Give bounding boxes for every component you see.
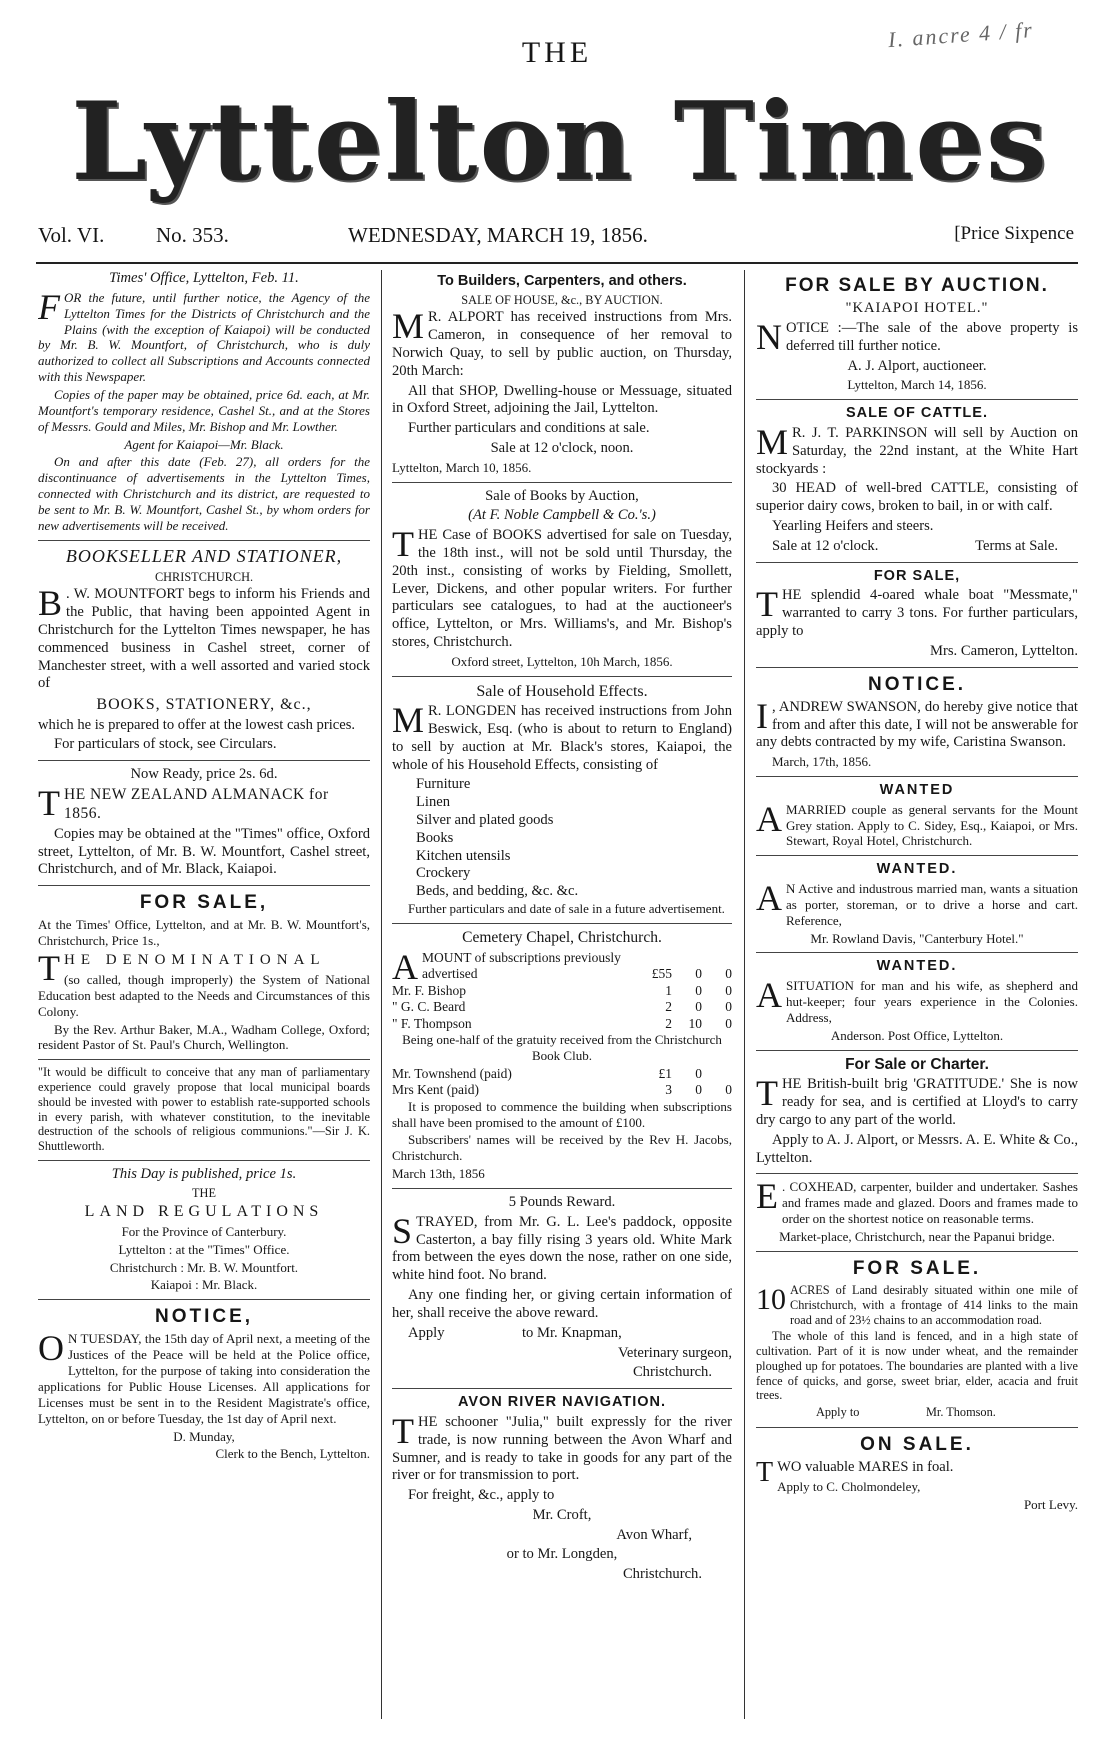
chapel-ad (392, 929, 732, 1182)
table-row (392, 950, 732, 983)
drop-cap: F (38, 286, 60, 327)
notice-sign: D. Munday, (173, 1428, 235, 1444)
drop-cap: O (38, 1328, 64, 1369)
bookseller-p1: . W. MOUNTFORT begs to inform his Friends and the Public, that having been appointed Agent in Christchurch for the Lyttelton Times newspaper, he has commenced business in Cashel street, corner of Manchester street, with a well assorted and varied stock of (38, 586, 370, 692)
price: [Price Sixpence (954, 223, 1074, 244)
wanted2-heading: WANTED. (876, 861, 958, 878)
subscriptions-table (392, 946, 732, 1032)
amount-l: 3 (665, 1082, 672, 1098)
agency-p1: OR the future, until further notice, the Agency of the Lyttelton Times for the Districts of Christchurch and the Plains (with the exception of Kaiapoi) will be conducted by Mr. B. W. Mountfort, of Christchurch, who is duly authorized to collect all Subscriptions and Accounts connected with this Newspaper. (38, 289, 370, 385)
cattle-ad (756, 405, 1078, 555)
drop-cap: M (756, 421, 789, 462)
divider (756, 1427, 1078, 1428)
divider (756, 667, 1078, 668)
land-regs-published: This Day is published, price 1s. (111, 1165, 297, 1182)
cattle-p3: Yearling Heifers and steers. (772, 517, 934, 534)
subscriber: " G. C. Beard (392, 999, 466, 1015)
divider (38, 1299, 370, 1300)
drop-cap: T (392, 524, 414, 565)
acres-p1: ACRES of Land desirably situated within one mile of Christchurch, with a frontage of 414 links to the main road and of 23½ chains to an accommodation road. (790, 1283, 1078, 1327)
strayed-apply-line (392, 1325, 732, 1343)
avon-s1: Mr. Croft, (532, 1506, 592, 1523)
cattle-p2: 30 HEAD of well-bred CATTLE, consisting of superior dairy cows, broken to bail, in or with calf. (756, 480, 1078, 515)
kaiapoi-heading: FOR SALE BY AUCTION. (785, 275, 1049, 296)
swanson-date: March, 17th, 1856. (772, 754, 872, 770)
bookseller-stock: BOOKS, STATIONERY, &c., (96, 696, 312, 714)
agency-p4: On and after this date (Feb. 27), all orders for the discontinuance of advertisements in the Lyttelton Times, connected with Christchurch and its district, are requested to be sent to Mr. B. W. Mountfort, Cashel St., by whom orders for new advertisements will be received. (38, 454, 370, 533)
almanack-ad (38, 766, 370, 879)
amount-l: 2 (665, 1015, 672, 1031)
builders-sub: SALE OF HOUSE, &c., BY AUCTION. (461, 292, 663, 307)
strayed-heading: 5 Pounds Reward. (508, 1194, 616, 1211)
bookseller-p2: which he is prepared to offer at the lowest cash prices. (38, 716, 356, 733)
wanted1-heading: WANTED (879, 781, 955, 798)
drop-cap: T (392, 1410, 414, 1451)
charter-ad (756, 1056, 1078, 1168)
acres-apply: Apply to (816, 1405, 860, 1419)
acres-heading: FOR SALE. (852, 1257, 982, 1279)
table-row (392, 999, 732, 1015)
bookseller-p3: For particulars of stock, see Circulars. (54, 736, 277, 753)
amount-d: 0 (725, 999, 732, 1015)
strayed-p1: TRAYED, from Mr. G. L. Lee's paddock, opposite Casterton, a bay filly rising 3 years old. White Mark from between the eyes down the nose, rather on one side, white hind foot. No brand. (392, 1213, 732, 1284)
builders-date: Lyttelton, March 10, 1856. (392, 459, 532, 475)
for-sale-p2: (so called, though improperly) the System of National Education best adapted to the Needs and Circumstances of this Colony. (38, 971, 370, 1019)
books-p1: HE Case of BOOKS advertised for sale on Tuesday, the 18th inst., will not be sold until Thursday, the 20th inst., consisting of works by Fielding, Smollett, Lever, Dickens, and other popular writers. For further particulars see catalogues, to had at the auctioneer's office, Lyttelton, or Mrs. Williams's, and Mr. Bishop's stores, Christchurch. (392, 527, 732, 651)
strayed-ad (392, 1194, 732, 1382)
divider (756, 399, 1078, 400)
amount-d: 0 (725, 966, 732, 982)
wanted2-sign: Mr. Rowland Davis, "Canterbury Hotel." (810, 930, 1024, 946)
builders-p2: All that SHOP, Dwelling-house or Messuage, situated in Oxford Street, adjoining the Jail, Lyttelton. (392, 382, 732, 417)
strayed-vet: Veterinary surgeon, (617, 1344, 732, 1361)
wanted-situation-ad (756, 958, 1078, 1043)
amount-s: 10 (688, 1015, 702, 1031)
drop-cap: A (756, 798, 782, 839)
avon-heading: AVON RIVER NAVIGATION. (457, 1394, 667, 1411)
mares-p2: Apply to C. Cholmondeley, (777, 1478, 921, 1494)
list-item: Furniture (416, 776, 471, 793)
household-p2: Further particulars and date of sale in a future advertisement. (408, 900, 725, 916)
swanson-notice (756, 673, 1078, 770)
coxhead-ad (756, 1176, 1078, 1244)
avon-ad (392, 1394, 732, 1584)
agency-notice (38, 270, 370, 534)
avon-s4: Christchurch. (622, 1566, 702, 1583)
divider (392, 923, 732, 924)
amount-l: 1 (665, 982, 672, 998)
list-item: Beds, and bedding, &c. &c. (416, 883, 579, 900)
charter-p1: HE British-built brig 'GRATITUDE.' She is now ready for sea, and is certified at Lloyd's to carry dry cargo to any part of the world. (756, 1076, 1078, 1128)
drop-cap: T (756, 1073, 778, 1114)
bookseller-heading: BOOKSELLER AND STATIONER, (65, 545, 343, 566)
mares-heading: ON SALE. (860, 1434, 974, 1455)
for-sale-p3: By the Rev. Arthur Baker, M.A., Wadham College, Oxford; resident Pastor of St. Paul's Church, Wellington. (38, 1021, 370, 1053)
wanted1-p1: MARRIED couple as general servants for the Mount Grey station. Apply to C. Sidey, Esq., Kaiapoi, or Mrs. Stewart, Royal Hotel, Christchurch. (786, 801, 1078, 849)
column-3 (756, 270, 1078, 1721)
avon-p1: HE schooner "Julia," built expressly for the river trade, is now running between the Avon Wharf and Sumner, and is ready to take in goods for any part of the river or for transmission to port. (392, 1413, 732, 1484)
agency-p2: Copies of the paper may be obtained, price 6d. each, at Mr. Mountfort's temporary residence, Cashel St., and at the Stores of Messrs. Gould and Miles, Mr. Bishop and Mr. Lowther. (38, 386, 370, 434)
list-item: Kitchen utensils (416, 847, 511, 864)
swanson-heading: NOTICE. (867, 673, 967, 695)
drop-cap: T (38, 948, 60, 989)
almanack-now-ready: Now Ready, price 2s. 6d. (130, 766, 278, 783)
wanted3-heading: WANTED. (876, 958, 958, 975)
drop-cap: M (392, 306, 425, 347)
household-items (392, 776, 732, 901)
chapel-date: March 13th, 1856 (392, 1166, 485, 1182)
cattle-p4b: Terms at Sale. (975, 537, 1058, 554)
subscriber: " F. Thompson (392, 1015, 472, 1031)
strayed-apply: Apply (408, 1324, 445, 1341)
for-sale-heading: FOR SALE, (139, 892, 269, 914)
wanted3-p1: SITUATION for man and his wife, as shepherd and hut-keeper; four years experience in the Colonies. Address, (786, 978, 1078, 1025)
table-row (392, 983, 732, 999)
divider (392, 482, 732, 483)
amount-l: £1 (658, 1065, 672, 1081)
divider (392, 676, 732, 677)
volume: Vol. VI. (38, 223, 105, 247)
for-sale-quote: "It would be difficult to conceive that any man of parliamentary experience could gravely propose that local municipal boards should be invested with power to establish rate-supported schools in every parish, with whatever constitution, to the inevitable destruction of the schools of religious communions."—Sir J. K. Shuttleworth. (38, 1065, 370, 1154)
agency-p3: Agent for Kaiapoi—Mr. Black. (124, 436, 284, 452)
issue-number: No. 353. (156, 223, 229, 247)
amount-l: £55 (651, 966, 672, 982)
drop-cap: T (756, 1457, 774, 1489)
charter-p2: Apply to A. J. Alport, or Messrs. A. E. White & Co., Lyttelton. (756, 1131, 1078, 1166)
cattle-heading: SALE OF CATTLE. (845, 405, 988, 422)
coxhead-p2: Market-place, Christchurch, near the Papanui bridge. (779, 1228, 1055, 1244)
divider (756, 952, 1078, 953)
masthead-title: Lyttelton Times (71, 79, 1049, 205)
divider (392, 1188, 732, 1189)
land-acres-ad (756, 1257, 1078, 1421)
amount-s: 0 (695, 966, 702, 982)
chapel-p4: Subscribers' names will be received by the Rev H. Jacobs, Christchurch. (392, 1132, 732, 1164)
kaiapoi-hotel-ad (756, 274, 1078, 393)
drop-cap: A (756, 877, 782, 918)
agency-dateline: Times' Office, Lyttelton, Feb. 11. (109, 270, 299, 286)
drop-cap: S (392, 1210, 413, 1251)
wanted-porter-ad (756, 861, 1078, 946)
acres-to: Mr. Thomson. (926, 1405, 996, 1419)
drop-cap: T (38, 783, 60, 824)
divider (38, 1160, 370, 1161)
list-item: Books (416, 829, 454, 846)
table-row (392, 1082, 732, 1098)
header-rule (36, 262, 1078, 264)
drop-cap: A (756, 975, 782, 1016)
books-sub: (At F. Noble Campbell & Co.'s.) (468, 507, 656, 524)
denominational-title: HE DENOMINATIONAL (64, 952, 326, 969)
list-item: Silver and plated goods (416, 812, 554, 828)
strayed-p2: Any one finding her, or giving certain information of her, shall receive the above reward. (392, 1287, 732, 1321)
drop-cap: M (392, 700, 425, 741)
divider (756, 562, 1078, 563)
issue-date: WEDNESDAY, MARCH 19, 1856. (348, 223, 648, 247)
divider (756, 1173, 1078, 1174)
household-p1: R. LONGDEN has received instructions from John Beswick, Esq. (who is about to return to England) to sell by auction at Mr. Black's stores, Kaiapoi, the whole of his Household Effects, consisting of (392, 703, 732, 773)
cattle-p4a: Sale at 12 o'clock. (772, 537, 879, 554)
chapel-p2: Being one-half of the gratuity received from the Christchurch Book Club. (402, 1032, 722, 1063)
amount-s: 0 (695, 1065, 702, 1081)
avon-s3: or to Mr. Longden, (506, 1546, 618, 1563)
drop-cap: B (38, 583, 63, 624)
mares-ad (756, 1433, 1078, 1513)
amount-d: 0 (725, 982, 732, 998)
table-row (392, 1066, 732, 1082)
list-item: Linen (416, 794, 451, 811)
wanted2-p1: N Active and industrous married man, wants a situation as porter, storeman, or to drive a horse and cart. Reference, (786, 880, 1078, 928)
acres-apply-line (756, 1405, 1078, 1421)
chapel-p3: It is proposed to commence the building when subscriptions shall have been promised to the amount of £100. (392, 1098, 732, 1130)
coxhead-p1: . COXHEAD, carpenter, builder and undertaker. Sashes and frames made and glazed. Doors and frames made to order on the shortest notice on reasonable terms. (782, 1179, 1078, 1227)
justices-notice (38, 1305, 370, 1462)
boat-sign: Mrs. Cameron, Lyttelton. (930, 642, 1078, 659)
column-rule-2 (744, 270, 745, 1719)
land-regulations-ad (38, 1166, 370, 1294)
almanack-title: HE NEW ZEALAND ALMANACK for 1856. (64, 786, 329, 822)
books-heading: Sale of Books by Auction, (485, 487, 639, 504)
chapel-heading: Cemetery Chapel, Christchurch. (462, 928, 662, 946)
land-regs-l2: Christchurch : Mr. B. W. Mountfort. (109, 1259, 299, 1275)
drop-cap: T (756, 584, 778, 625)
divider (38, 1059, 370, 1060)
boat-heading: FOR SALE, (873, 567, 961, 584)
notice-heading: NOTICE, (154, 1306, 254, 1328)
cattle-terms-line (756, 538, 1078, 556)
acres-p2: The whole of this land is fenced, and in a high state of cultivation. Part of it is now under wheat, and the remainder ploughed up for potatoes. The boundaries are planted with a live fence of quicks, and gorse, sweet briar, elder, acacia and fruit trees. (756, 1329, 1078, 1403)
boat-ad (756, 568, 1078, 661)
land-regs-l3: Kaiapoi : Mr. Black. (150, 1277, 258, 1293)
avon-s2: Avon Wharf, (616, 1526, 692, 1543)
mares-p1: WO valuable MARES in foal. (777, 1459, 954, 1476)
mares-place: Port Levy. (1023, 1496, 1078, 1512)
builders-heading: To Builders, Carpenters, and others. (437, 273, 687, 289)
builders-p4: Sale at 12 o'clock, noon. (490, 440, 634, 457)
subscriber: Mr. Townshend (paid) (392, 1065, 512, 1081)
amount-s: 0 (695, 1082, 702, 1098)
cattle-p1: R. J. T. PARKINSON will sell by Auction on Saturday, the 22nd instant, at the White Hart stockyards : (756, 424, 1078, 477)
table-row (392, 1016, 732, 1032)
almanack-p1: Copies may be obtained at the "Times" office, Oxford street, Lyttelton, of Mr. B. W. Mountfort, Cashel street, Christchurch, and of Mr. Black, Kaiapoi. (38, 825, 370, 878)
avon-p2: For freight, &c., apply to (408, 1487, 555, 1504)
for-sale-p1: At the Times' Office, Lyttelton, and at Mr. B. W. Mountfort's, Christchurch, Price 1s., (38, 917, 370, 949)
divider (756, 1251, 1078, 1252)
amount-l: 2 (665, 999, 672, 1015)
boat-p1: HE splendid 4-oared whale boat "Messmate," warranted to carry 3 tons. For further particulars, apply to (756, 587, 1078, 639)
dateline (38, 223, 1074, 263)
divider (756, 855, 1078, 856)
strayed-place: Christchurch. (632, 1364, 712, 1381)
amount-s: 0 (695, 982, 702, 998)
kaiapoi-date: Lyttelton, March 14, 1856. (847, 377, 987, 393)
kaiapoi-sub: "KAIAPOI HOTEL." (845, 300, 989, 317)
land-regs-for: For the Province of Canterbury. (121, 1223, 287, 1239)
handwritten-note: I. ancre 4 / fr (887, 16, 1035, 53)
drop-cap: 10 (756, 1283, 786, 1316)
land-regs-the: THE (192, 1185, 216, 1200)
drop-cap: N (756, 316, 782, 357)
divider (756, 1050, 1078, 1051)
builders-p3: Further particulars and conditions at sale. (408, 420, 650, 437)
drop-cap: A (392, 946, 418, 987)
builders-p1: R. ALPORT has received instructions from Mrs. Cameron, in consequence of her removal to Norwich Quay, to sell by public auction, on Thursday, 20th March: (392, 309, 732, 379)
land-regs-title: LAND REGULATIONS (84, 1203, 324, 1221)
divider (756, 776, 1078, 777)
divider (38, 760, 370, 761)
masthead-the: THE (521, 36, 593, 69)
divider (38, 540, 370, 541)
notice-sign2: Clerk to the Bench, Lyttelton. (215, 1446, 370, 1462)
divider (392, 1388, 732, 1389)
land-regs-l1: Lyttelton : at the "Times" Office. (118, 1241, 290, 1257)
amount-d: 0 (725, 1015, 732, 1031)
kaiapoi-p1: OTICE :—The sale of the above property is deferred till further notice. (786, 319, 1078, 354)
bookseller-ad (38, 546, 370, 755)
denominational-ad (38, 891, 370, 1153)
amount-s: 0 (695, 999, 702, 1015)
chapel-p1: MOUNT of subscriptions previously advertised (422, 949, 621, 982)
bookseller-place: CHRISTCHURCH. (154, 569, 254, 584)
strayed-to: to Mr. Knapman, (522, 1324, 622, 1341)
divider (38, 885, 370, 886)
column-2 (392, 270, 732, 1721)
subscriptions-table-2 (392, 1066, 732, 1099)
drop-cap: E (756, 1176, 778, 1217)
drop-cap: I (756, 695, 768, 736)
wanted-couple-ad (756, 782, 1078, 849)
notice-p1: N TUESDAY, the 15th day of April next, a meeting of the Justices of the Peace will be held at the Police office, Lyttelton, for the purpose of taking into consideration the applications for Public House Licenses. All applications for Licenses must be sent in to the Resident Magistrate's office, Lyttelton, on or before Tuesday, the 1st day of April next. (38, 1331, 370, 1426)
books-auction-ad (392, 488, 732, 670)
builders-ad (392, 273, 732, 476)
amount-d: 0 (725, 1082, 732, 1098)
wanted3-sign: Anderson. Post Office, Lyttelton. (830, 1027, 1004, 1043)
household-heading: Sale of Household Effects. (476, 682, 648, 700)
kaiapoi-sign: A. J. Alport, auctioneer. (847, 357, 987, 374)
column-rule-1 (381, 270, 382, 1719)
subscriber: Mrs Kent (paid) (392, 1082, 479, 1098)
amount-d (702, 1066, 732, 1082)
swanson-p1: , ANDREW SWANSON, do hereby give notice that from and after this date, I will not be answerable for any debts contracted by my wife, Caristina Swanson. (756, 698, 1078, 751)
subscriber: Mr. F. Bishop (392, 982, 466, 998)
charter-heading: For Sale or Charter. (845, 1055, 989, 1073)
books-date: Oxford street, Lyttelton, 10h March, 1856. (451, 653, 673, 669)
column-1 (38, 270, 370, 1721)
household-ad (392, 682, 732, 917)
list-item: Crockery (416, 865, 471, 882)
